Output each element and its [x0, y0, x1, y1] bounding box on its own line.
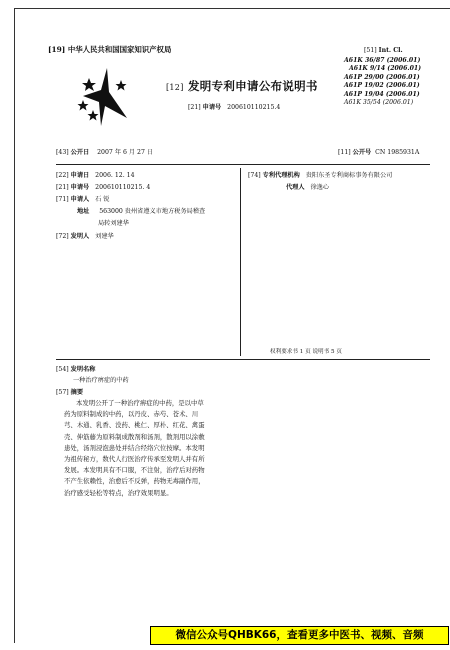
abstract-line: 壳、伸筋藤为原料制成散剂和汤剂，散剂用以涂敷	[64, 432, 205, 441]
cnipa-emblem-icon	[75, 66, 137, 128]
header-appno: 200610110215.4	[227, 104, 281, 111]
invention-title: 一种治疗痹症的中药	[73, 377, 129, 384]
title-header	[56, 366, 95, 374]
abstract-line: 为祖传秘方，数代人行医治疗传承至发明人并有所	[64, 455, 205, 464]
abstract-line: 治疗感受轻松等特点，治疗效果明显。	[64, 488, 173, 497]
ipc-class: A61K 35/54 (2006.01)	[344, 99, 414, 107]
page-count: 权利要求书 1 页 说明书 5 页	[270, 349, 342, 355]
filing-date-line	[56, 172, 135, 180]
pubno-label: 公开号	[352, 149, 372, 156]
abstract-line: 不产生依赖性，治愈后不反弹，药物无毒副作用，	[64, 477, 205, 486]
code-12: [12]	[166, 83, 184, 92]
abstract-line: 本发明公开了一种治疗痹症的中药，是以中草	[76, 399, 204, 407]
ipc-class: A61K 9/14 (2006.01)	[349, 65, 422, 73]
applicant-line	[56, 196, 109, 204]
code-22: [22]	[56, 172, 69, 179]
abstract-label: 摘要	[70, 389, 84, 396]
inventor-line	[56, 233, 114, 241]
wechat-banner[interactable]: 微信公众号QHBK66，查看更多中医书、视频、音频	[150, 626, 449, 645]
pubno-line	[338, 149, 419, 157]
ipc-classes	[344, 57, 421, 107]
doc-type: 发明专利申请公布说明书	[187, 79, 318, 93]
ipc-class: A61P 19/04 (2006.01)	[344, 90, 420, 98]
code-54: [54]	[56, 366, 69, 373]
ipc-header	[364, 47, 403, 55]
appno: 200610110215. 4	[95, 184, 151, 191]
code-72: [72]	[56, 233, 69, 240]
pubdate: 2007 年 6 月 27 日	[97, 149, 154, 156]
header-appno-label: 申请号	[202, 104, 222, 111]
agency-line	[248, 172, 392, 180]
appno-line	[56, 184, 150, 192]
address-text-1: 563000 贵州省遵义市地方税务局稽查	[99, 208, 206, 215]
filing-label: 申请日	[70, 172, 90, 179]
abstract-body	[64, 398, 272, 499]
authority-line	[48, 46, 171, 54]
code-57: [57]	[56, 389, 69, 396]
abstract-line: 药为原料制成的中药，以丹皮、赤芍、苍术、川	[64, 410, 199, 419]
abstract-line: 发展。本发明具有不口服，不注射，治疗后对药物	[64, 466, 205, 475]
divider-top	[56, 164, 430, 165]
ipc-label: Int. Cl.	[378, 47, 403, 54]
code-43: [43]	[56, 149, 69, 156]
divider-mid	[56, 359, 430, 360]
pubno: CN 1985931A	[375, 149, 420, 156]
agency-label: 专利代理机构	[262, 172, 300, 179]
authority-name: 中华人民共和国国家知识产权局	[67, 45, 172, 54]
applicant: 石 锐	[95, 196, 110, 203]
doc-type-line	[166, 78, 318, 94]
inventor: 刘建华	[95, 233, 114, 240]
abstract-line: 芎、木通、乳香、没药、桃仁、厚朴、红花、禽蛋	[64, 421, 205, 430]
inventor-label: 发明人	[70, 233, 90, 240]
agent-label: 代理人	[286, 184, 305, 191]
code-74: [74]	[248, 172, 261, 179]
code-21: [21]	[188, 104, 201, 111]
address-label: 地址	[77, 208, 90, 215]
ipc-class: A61P 29/00 (2006.01)	[344, 73, 420, 81]
code-71: [71]	[56, 196, 69, 203]
ipc-class: A61K 36/87 (2006.01)	[344, 57, 421, 64]
address-line-2: 局转刘建华	[98, 220, 129, 227]
agency: 贵阳东圣专利商标事务有限公司	[305, 172, 393, 179]
divider-vertical	[240, 168, 241, 356]
applicant-label: 申请人	[70, 196, 90, 203]
abstract-line: 患处，汤剂浸泡患处并结合经络穴位按摩。本发明	[64, 443, 205, 452]
title-label: 发明名称	[70, 366, 96, 373]
address-line-1	[77, 208, 205, 216]
abstract-header	[56, 389, 83, 397]
pubdate-label: 公开日	[70, 149, 90, 156]
code-11: [11]	[338, 149, 351, 156]
agent-line	[286, 184, 329, 192]
pubdate-line	[56, 149, 153, 157]
code-51: [51]	[364, 47, 377, 54]
ipc-class: A61P 19/02 (2006.01)	[344, 82, 420, 90]
code-21b: [21]	[56, 184, 69, 191]
code-19: [19]	[48, 45, 66, 54]
agent: 徐逸心	[310, 184, 330, 191]
appno-label: 申请号	[70, 184, 90, 191]
filing-date: 2006. 12. 14	[95, 172, 135, 179]
header-appno-line	[188, 104, 280, 112]
